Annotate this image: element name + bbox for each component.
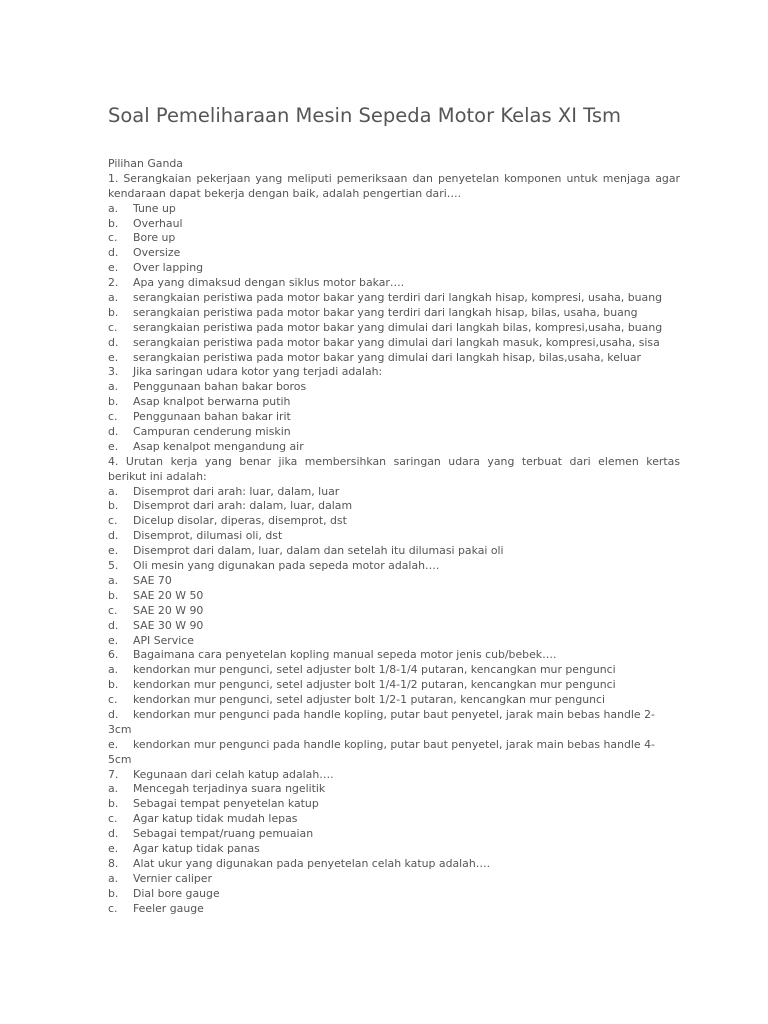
option-text: serangkaian peristiwa pada motor bakar yang dimulai dari langkah masuk, kompresi,usaha, sisa <box>133 335 660 349</box>
question-number: 8. <box>108 856 119 870</box>
question-list <box>108 157 680 916</box>
option-label: b. <box>108 678 119 692</box>
question-3-option-a <box>108 380 680 395</box>
question-text: Jika saringan udara kotor yang terjadi adalah: <box>133 365 383 379</box>
option-label: e. <box>108 633 119 647</box>
option-label: a. <box>108 871 119 885</box>
question-number: 2. <box>108 276 119 290</box>
option-text: SAE 20 W 50 <box>133 588 204 602</box>
question-5-option-d <box>108 619 680 634</box>
option-text: Over lapping <box>133 261 204 275</box>
option-text: kendorkan mur pengunci pada handle kopling, putar baut penyetel, jarak main bebas handle 4- <box>133 737 655 751</box>
question-5-option-a <box>108 574 680 589</box>
question-3 <box>108 365 680 380</box>
question-6-option-d-cont: 3cm <box>108 722 132 736</box>
option-text: kendorkan mur pengunci, setel adjuster bolt 1/2-1 putaran, kencangkan mur pengunci <box>133 693 606 707</box>
question-6-option-e-cont: 5cm <box>108 752 132 766</box>
option-text: serangkaian peristiwa pada motor bakar yang terdiri dari langkah hisap, bilas, usaha, buang <box>133 305 638 319</box>
question-8-option-a <box>108 872 680 887</box>
option-label: d. <box>108 246 119 260</box>
option-text: Disemprot, dilumasi oli, dst <box>133 529 283 543</box>
option-text: Dial bore gauge <box>133 886 220 900</box>
option-label: e. <box>108 841 119 855</box>
option-label: d. <box>108 529 119 543</box>
option-text: Oversize <box>133 246 181 260</box>
question-7-option-d <box>108 827 680 842</box>
option-text: Asap knalpot berwarna putih <box>133 395 291 409</box>
question-7 <box>108 768 680 783</box>
option-label: c. <box>108 603 118 617</box>
option-label: e. <box>108 261 119 275</box>
option-text: Disemprot dari arah: dalam, luar, dalam <box>133 499 353 513</box>
question-4-line-1: 4. Urutan kerja yang benar jika membersihkan saringan udara yang terbuat dari elemen kertas <box>108 454 680 468</box>
option-label: a. <box>108 291 119 305</box>
option-text: Disemprot dari arah: luar, dalam, luar <box>133 484 340 498</box>
option-text: SAE 70 <box>133 573 172 587</box>
option-label: d. <box>108 827 119 841</box>
option-label: b. <box>108 797 119 811</box>
option-label: a. <box>108 201 119 215</box>
option-text: API Service <box>133 633 194 647</box>
option-text: serangkaian peristiwa pada motor bakar yang dimulai dari langkah bilas, kompresi,usaha, buang <box>133 320 663 334</box>
option-text: Agar katup tidak panas <box>133 841 260 855</box>
question-number: 7. <box>108 767 119 781</box>
question-2 <box>108 276 680 291</box>
question-number: 5. <box>108 559 119 573</box>
question-4-line-2: berikut ini adalah: <box>108 469 207 483</box>
option-label: b. <box>108 305 119 319</box>
question-7-option-b <box>108 797 680 812</box>
question-7-option-a <box>108 782 680 797</box>
question-5-option-c <box>108 604 680 619</box>
option-label: c. <box>108 320 118 334</box>
option-text: Vernier caliper <box>133 871 212 885</box>
question-7-option-e <box>108 842 680 857</box>
option-text: Agar katup tidak mudah lepas <box>133 812 298 826</box>
question-4-option-d <box>108 529 680 544</box>
option-label: a. <box>108 484 119 498</box>
question-4-option-b <box>108 499 680 514</box>
question-number: 6. <box>108 648 119 662</box>
option-label: b. <box>108 216 119 230</box>
question-1-option-e <box>108 261 680 276</box>
option-text: kendorkan mur pengunci pada handle kopling, putar baut penyetel, jarak main bebas handle 2- <box>133 707 655 721</box>
question-2-option-b <box>108 306 680 321</box>
option-text: Penggunaan bahan bakar boros <box>133 380 307 394</box>
option-label: c. <box>108 693 118 707</box>
option-label: d. <box>108 335 119 349</box>
question-2-option-c <box>108 321 680 336</box>
option-text: Disemprot dari dalam, luar, dalam dan setelah itu dilumasi pakai oli <box>133 544 504 558</box>
option-label: c. <box>108 231 118 245</box>
option-text: serangkaian peristiwa pada motor bakar yang dimulai dari langkah hisap, bilas,usaha, keluar <box>133 350 642 364</box>
option-text: Dicelup disolar, diperas, disemprot, dst <box>133 514 347 528</box>
question-3-option-c <box>108 410 680 425</box>
question-number: 3. <box>108 365 119 379</box>
question-6-option-e <box>108 738 680 753</box>
question-1-option-c <box>108 231 680 246</box>
option-label: a. <box>108 782 119 796</box>
option-label: c. <box>108 812 118 826</box>
question-2-option-d <box>108 336 680 351</box>
option-label: c. <box>108 901 118 915</box>
question-7-option-c <box>108 812 680 827</box>
option-label: c. <box>108 410 118 424</box>
option-text: Mencegah terjadinya suara ngelitik <box>133 782 326 796</box>
option-label: b. <box>108 588 119 602</box>
option-text: SAE 20 W 90 <box>133 603 204 617</box>
question-6-option-a <box>108 663 680 678</box>
option-text: Sebagai tempat penyetelan katup <box>133 797 319 811</box>
option-text: SAE 30 W 90 <box>133 618 204 632</box>
question-6-option-b <box>108 678 680 693</box>
option-label: e. <box>108 439 119 453</box>
question-4-option-c <box>108 514 680 529</box>
question-5 <box>108 559 680 574</box>
option-label: e. <box>108 350 119 364</box>
option-text: Overhaul <box>133 216 183 230</box>
question-3-option-b <box>108 395 680 410</box>
option-label: a. <box>108 663 119 677</box>
option-label: e. <box>108 737 119 751</box>
option-text: serangkaian peristiwa pada motor bakar yang terdiri dari langkah hisap, kompresi, usaha, buang <box>133 291 663 305</box>
question-6-option-c <box>108 693 680 708</box>
option-label: c. <box>108 514 118 528</box>
option-label: d. <box>108 425 119 439</box>
question-5-option-b <box>108 589 680 604</box>
option-text: Feeler gauge <box>133 901 204 915</box>
question-4-option-a <box>108 485 680 500</box>
option-text: kendorkan mur pengunci, setel adjuster bolt 1/4-1/2 putaran, kencangkan mur pengunci <box>133 678 616 692</box>
question-8-option-c <box>108 902 680 917</box>
question-1-option-b <box>108 217 680 232</box>
question-text: Bagaimana cara penyetelan kopling manual sepeda motor jenis cub/bebek…. <box>133 648 557 662</box>
option-label: d. <box>108 707 119 721</box>
option-label: b. <box>108 499 119 513</box>
option-label: b. <box>108 395 119 409</box>
option-text: Bore up <box>133 231 176 245</box>
question-4-option-e <box>108 544 680 559</box>
question-text: Oli mesin yang digunakan pada sepeda motor adalah…. <box>133 559 440 573</box>
option-text: kendorkan mur pengunci, setel adjuster bolt 1/8-1/4 putaran, kencangkan mur pengunci <box>133 663 616 677</box>
page-title: Soal Pemeliharaan Mesin Sepeda Motor Kelas XI Tsm <box>108 104 622 127</box>
option-label: a. <box>108 573 119 587</box>
question-8 <box>108 857 680 872</box>
question-3-option-e <box>108 440 680 455</box>
question-text: Kegunaan dari celah katup adalah…. <box>133 767 334 781</box>
question-3-option-d <box>108 425 680 440</box>
question-1-line-1: 1. Serangkaian pekerjaan yang meliputi pemeriksaan dan penyetelan komponen untuk menjaga agar <box>108 171 680 185</box>
option-label: a. <box>108 380 119 394</box>
option-text: Penggunaan bahan bakar irit <box>133 410 291 424</box>
option-text: Asap kenalpot mengandung air <box>133 439 304 453</box>
question-8-option-b <box>108 887 680 902</box>
question-text: Alat ukur yang digunakan pada penyetelan celah katup adalah…. <box>133 856 491 870</box>
question-2-option-a <box>108 291 680 306</box>
option-text: Sebagai tempat/ruang pemuaian <box>133 827 314 841</box>
question-1-option-a <box>108 202 680 217</box>
question-1-line-2: kendaraan dapat bekerja dengan baik, adalah pengertian dari…. <box>108 186 462 200</box>
option-text: Campuran cenderung miskin <box>133 425 291 439</box>
option-text: Tune up <box>133 201 176 215</box>
section-heading: Pilihan Ganda <box>108 157 183 170</box>
question-1-option-d <box>108 246 680 261</box>
question-6 <box>108 648 680 663</box>
option-label: d. <box>108 618 119 632</box>
question-6-option-d <box>108 708 680 723</box>
option-label: b. <box>108 886 119 900</box>
question-5-option-e <box>108 634 680 649</box>
question-text: Apa yang dimaksud dengan siklus motor bakar…. <box>133 276 405 290</box>
question-2-option-e <box>108 351 680 366</box>
option-label: e. <box>108 544 119 558</box>
